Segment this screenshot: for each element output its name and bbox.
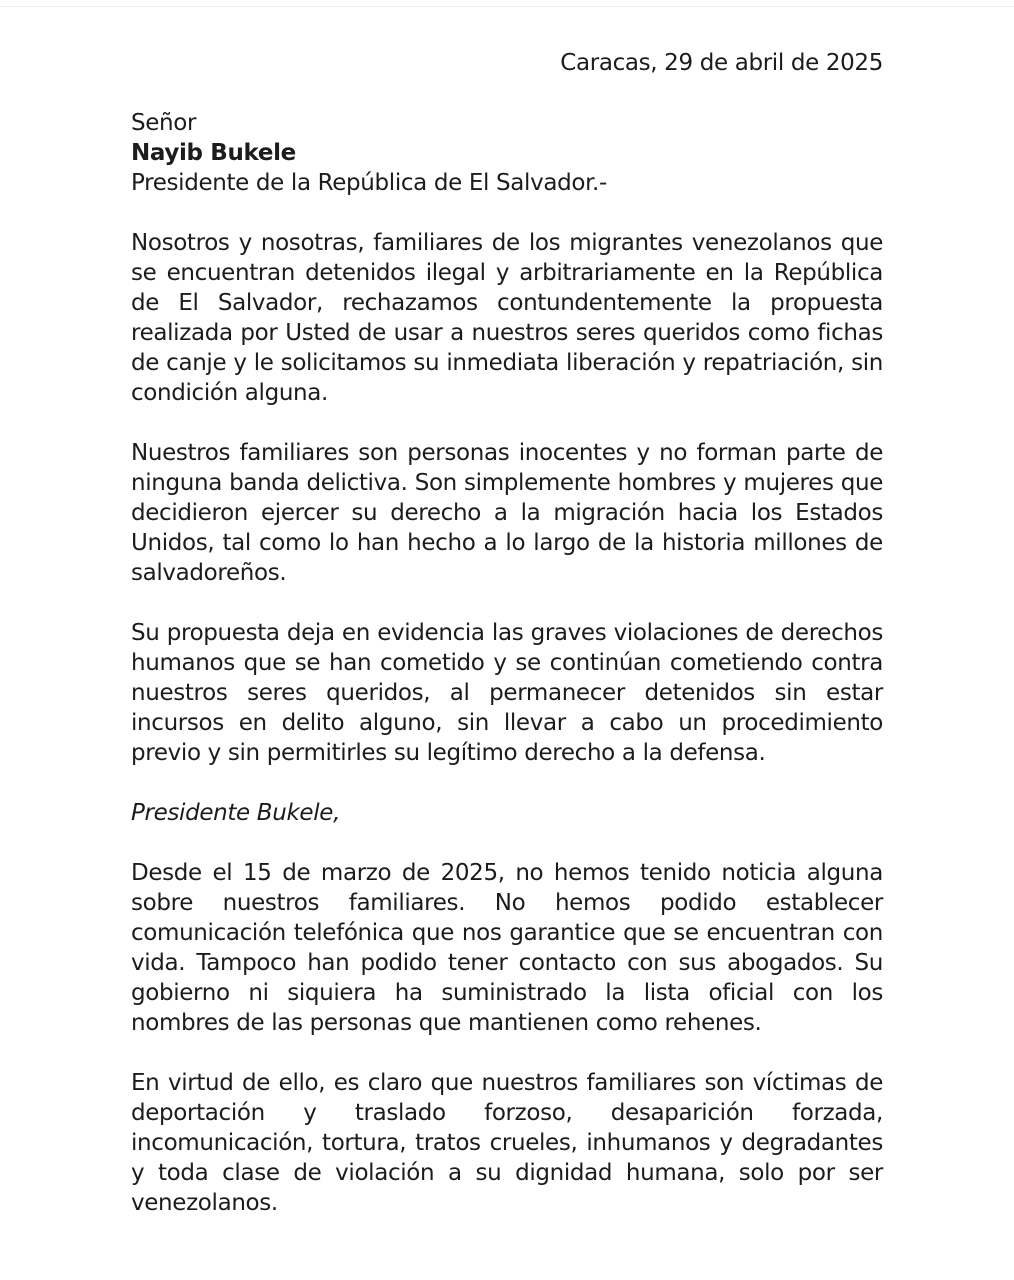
paragraph-victims: En virtud de ello, es claro que nuestros familiares son víctimas de deportación y traslado forzoso, desaparición forzada, incomunicación, tortura, tratos crueles, inhumanos y degradantes y toda clase de violación a su dignidad humana, solo por ser venezolanos. (131, 1070, 883, 1216)
paragraph-innocence: Nuestros familiares son personas inocentes y no forman parte de ninguna banda delictiva. Son simplemente hombres y mujeres que decidieron ejercer su derecho a la migración hacia los Estados Unidos, tal como lo han hecho a lo largo de la historia millones de salvadoreños. (131, 440, 883, 586)
recipient-name: Nayib Bukele (131, 140, 296, 166)
salutation: Presidente Bukele, (131, 800, 341, 826)
paragraph-violations: Su propuesta deja en evidencia las graves violaciones de derechos humanos que se han cometido y se continúan cometiendo contra nuestros seres queridos, al permanecer detenidos sin estar incursos en delito alguno, sin llevar a cabo un procedimiento previo y sin permitirles su legítimo derecho a la defensa. (131, 620, 883, 766)
paragraph-rejection: Nosotros y nosotras, familiares de los migrantes venezolanos que se encuentran detenidos ilegal y arbitrariamente en la República de El Salvador, rechazamos contundentemente la propuesta realizada por Usted de usar a nuestros seres queridos como fichas de canje y le solicitamos su inmediata liberación y repatriación, sin condición alguna. (131, 230, 883, 406)
paragraph-no-news: Desde el 15 de marzo de 2025, no hemos tenido noticia alguna sobre nuestros familiares. No hemos podido establecer comunicación telefónica que nos garantice que se encuentran con vida. Tampoco han podido tener contacto con sus abogados. Su gobierno ni siquiera ha suministrado la lista oficial con los nombres de las personas que mantienen como rehenes. (131, 860, 883, 1036)
date-line: Caracas, 29 de abril de 2025 (560, 50, 883, 76)
page-top-edge (0, 6, 1014, 7)
recipient-position: Presidente de la República de El Salvador.- (131, 170, 607, 196)
letter-body (131, 48, 883, 1248)
recipient-block (131, 108, 883, 198)
recipient-title: Señor (131, 110, 197, 136)
